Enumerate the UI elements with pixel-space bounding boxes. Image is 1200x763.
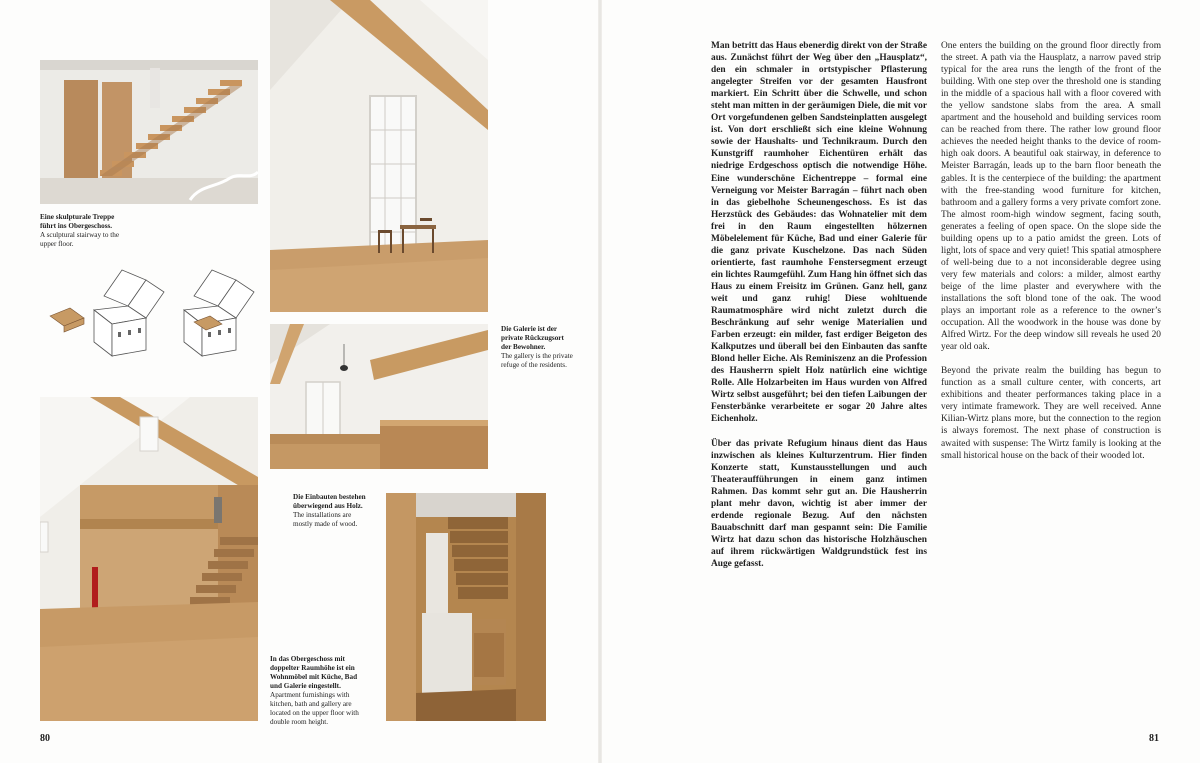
caption-upper-en: Apartment furnishings with kitchen, bath and gallery are located on the upper floor with double room height. xyxy=(270,691,359,726)
caption-gallery xyxy=(501,325,573,370)
photo-gallery xyxy=(270,324,488,469)
photo-upper-floor xyxy=(40,397,258,721)
text-column-english xyxy=(941,40,1161,474)
caption-gallery-de: Die Galerie ist der private Rückzugsort der Bewohner. xyxy=(501,325,564,351)
book-gutter xyxy=(598,0,602,763)
caption-stairway-en: A sculptural stairway to the upper floor. xyxy=(40,231,120,248)
photo-window-room xyxy=(270,0,488,312)
caption-upper-de: In das Obergeschoss mit doppelter Raumhöhe ist ein Wohnmöbel mit Küche, Bad und Galerie eingestellt. xyxy=(270,655,358,690)
photo-wooden-stair xyxy=(386,493,546,721)
caption-gallery-en: The gallery is the private refuge of the residents. xyxy=(501,352,573,369)
caption-wood xyxy=(293,493,367,529)
paragraph-en-2: Beyond the private realm the building has begun to function as a small culture center, with concerts, art exhibitions and theater performances taking place in a very intimate framework. They are well received. Anne Kilian-Wirtz plans more, but the connection to the region is always foremost. The next phase of construction is awaited with suspense: The Wirtz family is looking at the small historical house on the back of their wooded lot. xyxy=(941,366,1161,461)
photo-sculptural-stairway xyxy=(40,60,258,204)
axonometric-drawings xyxy=(44,266,258,362)
paragraph-en-1: One enters the building on the ground floor directly from the street. A path via the Hausplatz, a narrow paved strip typical for the area runs the length of the front of the building. With one step over the threshold one is standing in the middle of a spacious hall with a floor covered with the yellow sandstone slabs from the area. A small apartment and the household and building services room can be reached from there. The rather low ground floor achieves the needed height thanks to the device of room-high oak doors. A beautiful oak stairway, in deference to Meister Barragán, leads up to the barn floor beneath the gables. It is the centerpiece of the building: the apartment with the free-standing wood furniture for kitchen, bathroom and a gallery forms a very private comfort zone. The almost room-high window segment, facing south, generates a feeling of open space. On the slope side the building opens up to a patio amidst the green. Lots of light, lots of space and very quiet! This spatial atmosphere of well-being due to a not inconsiderable degree using very few materials and colors: a milder, almost earthy beige of the lime plaster and everywhere with the installations the soft blond tone of the oak. The wood plays an important role as a reference to the owner’s occupation. All the woodwork in the house was done by Alfred Wirtz. For the deep window sill reveals he used 20 year old oak. xyxy=(941,41,1161,353)
caption-stairway xyxy=(40,213,124,249)
paragraph-de-2: Über das private Refugium hinaus dient das Haus inzwischen als kleines Kulturzentrum. Hier finden Konzerte statt, Kunstausstellungen und auch Theateraufführungen in einem ganz intimen Rahmen. Das kommt sehr gut an. Die Hausherrin plant mehr davon, wichtig ist aber immer der erdende regionale Bezug. Auf den nächsten Bauabschnitt darf man gespannt sein: Die Familie Wirtz hat dazu schon das historische Holzhäuschen auf ihrem rückwärtigen Waldgrundstück fest ins Auge gefasst. xyxy=(711,438,927,569)
caption-stairway-de: Eine skulpturale Treppe führt ins Obergeschoss. xyxy=(40,213,115,230)
caption-wood-en: The installations are mostly made of wood. xyxy=(293,511,358,528)
page-number-left: 80 xyxy=(40,733,50,744)
caption-upper-floor xyxy=(270,655,364,727)
paragraph-de-1: Man betritt das Haus ebenerdig direkt von der Straße aus. Zunächst führt der Weg über den „Hausplatz“, den ein schmaler in ortstypischer Pflasterung angelegter Streifen vor der gesamten Hausfront markiert. Ein Schritt über die Schwelle, und schon steht man mitten in der geräumigen Diele, die mit vor Ort vorgefundenen gelben Sandsteinplatten ausgelegt ist. Von dort erschließt sich eine kleine Wohnung sowie der Haushalts- und Technikraum. Durch den Kunstgriff raumhoher Eichentüren erhält das niedrige Erdgeschoss optisch die notwendige Höhe. Eine wunderschöne Eichentreppe – formal eine Verneigung vor Meister Barragán – führt nach oben in das giebelhohe Scheunengeschoss. Es ist das Herzstück des Gebäudes: das Wohnatelier mit dem frei in den Raum eingestellten hölzernen Möbelelement für Küche, Bad und einer Galerie für die ganz private Kuschelzone. Das nach Süden orientierte, fast raumhohe Fenstersegment erzeugt ein lichtes Raumgefühl. Zum Hang hin öffnet sich das Haus zu einem Freisitz im Grünen. Ganz hell, ganz weit und ganz ruhig! Diese wohltuende Raumatmosphäre wird nicht zuletzt durch die Beschränkung auf sehr wenige Materialien und Farben erzeugt: ein milder, fast erdiger Beigeton des Kalkputzes und überall bei den Einbauten das sanfte Blond heller Eiche. Als Reminiszenz an die Profession des Hausherrn spielt Holz natürlich eine wichtige Rolle. Alle Holzarbeiten im Haus wurden von Alfred Wirtz selbst ausgeführt; bei den tiefen Laibungen der Fensterbänke verarbeitete er sogar 20 Jahre altes Eichenholz. xyxy=(711,41,927,425)
caption-wood-de: Die Einbauten bestehen überwiegend aus Holz. xyxy=(293,493,366,510)
page-number-right: 81 xyxy=(1149,733,1159,744)
text-column-german xyxy=(711,40,927,582)
